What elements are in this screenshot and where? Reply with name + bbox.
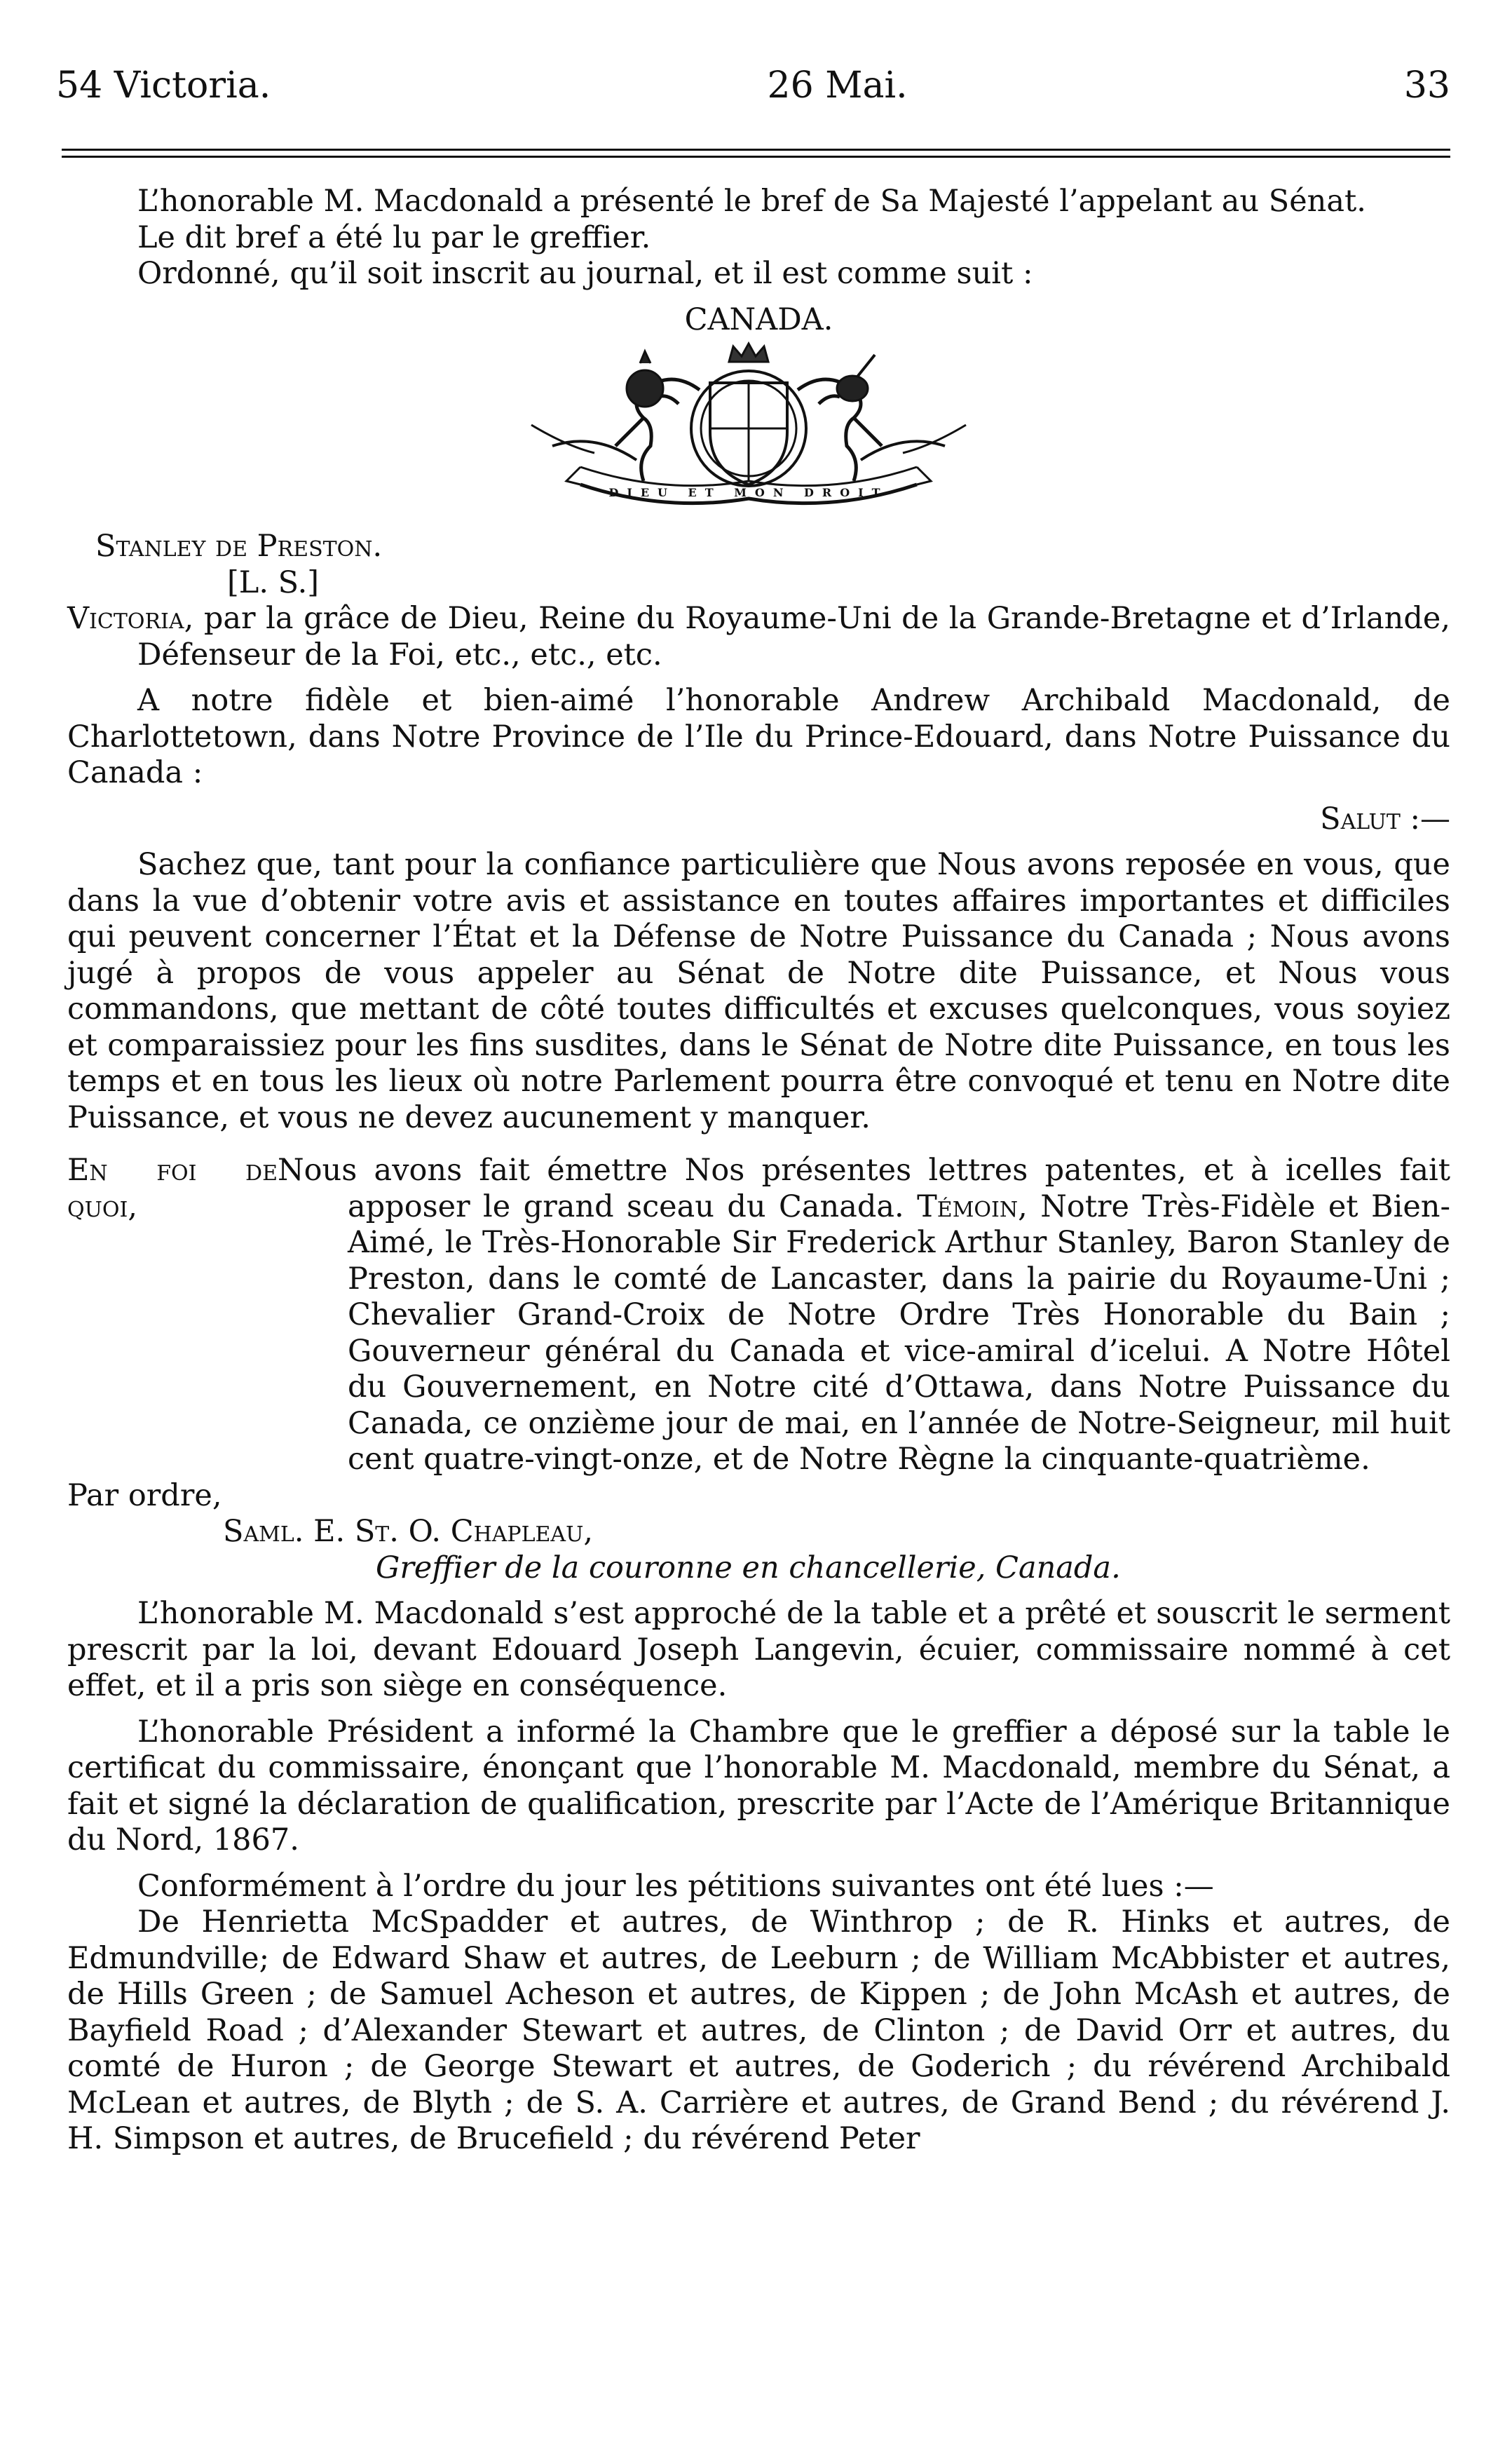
signature-title: Greffier de la couronne en chancellerie, Canada. <box>376 1550 1121 1585</box>
witness-text-2: Notre Très-Fidèle et Bien-Aimé, le Très-Honorable Sir Frederick Arthur Stanley, Baron Stanley de Preston, dans le comté de Lancaster, dans la pairie du Royaume-Uni ; Chevalier Grand-Croix de Notre Ordre Très Honorable du Bain ; Gouverneur général du Canada et vice-amiral d’icelui. A Notre Hôtel du Gouvernement, en Notre cité d’Ottawa, dans Notre Puissance du Canada, ce onzième jour de mai, en l’année de Notre-Seigneur, mil huit cent quatre-vingt-onze, et de Notre Règne la cinquante-quatrième. <box>348 1189 1451 1477</box>
royal-coat-of-arms-icon <box>67 341 1450 522</box>
canada-title: CANADA. <box>684 302 833 337</box>
petitions-list: De Henrietta McSpadder et autres, de Winthrop ; de R. Hinks et autres, de Edmundville; de Edward Shaw et autres, de Leeburn ; de William McAbbister et autres, de Hills Green ; de Samuel Acheson et autres, de Kippen ; de John McAsh et autres, de Bayfield Road ; d’Alexander Stewart et autres, de Clinton ; de David Orr et autres, du comté de Huron ; de George Stewart et autres, de Goderich ; du révérend Archibald McLean et autres, de Blyth ; de S. A. Carrière et autres, de Grand Bend ; du révérend J. H. Simpson et autres, de Brucefield ; du révérend Peter <box>67 1904 1450 2156</box>
witness-block <box>67 1153 1450 1478</box>
witness-body <box>278 1153 1450 1478</box>
petitions-intro: Conformément à l’ordre du jour les pétitions suivantes ont été lues :— <box>137 1868 1214 1904</box>
oath-paragraph: L’honorable M. Macdonald s’est approché de la table et a prêté et souscrit le serment prescrit par la loi, devant Edouard Joseph Langevin, écuier, commissaire nommé à cet effet, et il a pris son siège en conséquence. <box>67 1596 1450 1703</box>
victoria-paragraph <box>67 601 1450 673</box>
seal-mark: [L. S.] <box>227 564 320 600</box>
witness-text-1: Nous avons fait émettre Nos présentes lettres patentes, et à icelles fait apposer le grand sceau du Canada. <box>278 1153 1450 1224</box>
running-header <box>56 65 1450 107</box>
certificate-paragraph: L’honorable Président a informé la Chambre que le greffier a déposé sur la table le certificat du commissaire, énonçant que l’honorable M. Macdonald, membre du Sénat, a fait et signé la déclaration de qualification, prescrite par l’Acte de l’Amérique Britannique du Nord, 1867. <box>67 1714 1450 1857</box>
victoria-text: par la grâce de Dieu, Reine du Royaume-Uni de la Grande-Bretagne et d’Irlande, Défenseur de la Foi, etc., etc., etc. <box>137 601 1450 672</box>
journal-body <box>67 184 1450 2158</box>
signature-name: Saml. E. St. O. Chapleau, <box>223 1514 594 1549</box>
temoin-label: Témoin, <box>917 1189 1028 1224</box>
header-rule-top <box>62 149 1450 151</box>
address-paragraph: A notre fidèle et bien-aimé l’honorable Andrew Archibald Macdonald, de Charlottetown, dans Notre Province de l’Ile du Prince-Edouard, dans Notre Puissance du Canada : <box>67 683 1450 790</box>
header-rule-bottom <box>62 156 1450 158</box>
salut: Salut :— <box>1320 801 1450 837</box>
header-date: 26 Mai. <box>767 65 908 107</box>
par-ordre: Par ordre, <box>67 1477 222 1513</box>
crest-motto: DIEU ET MON DROIT <box>608 486 889 499</box>
page-number: 33 <box>1403 65 1450 107</box>
victoria-name: Victoria, <box>67 601 194 636</box>
summons-paragraph: Sachez que, tant pour la confiance particulière que Nous avons reposée en vous, que dans la vue d’obtenir votre avis et assistance en toutes affaires importantes et difficiles qui peuvent concerner l’État et la Défense de Notre Puissance du Canada ; Nous avons jugé à propos de vous appeler au Sénat de Notre dite Puissance, et Nous vous commandons, que mettant de côté toutes difficultés et excuses quelconques, vous soyiez et comparaissiez pour les fins susdites, dans le Sénat de Notre dite Puissance, en tous les temps et en tous les lieux où notre Parlement pourra être convoqué et tenu en Notre dite Puissance, et vous ne devez aucunement y manquer. <box>67 847 1450 1135</box>
witness-lead: En foi de quoi, <box>67 1153 278 1224</box>
signatory: Stanley de Preston. <box>95 529 383 564</box>
header-session: 54 Victoria. <box>56 65 271 107</box>
intro-line-2: Le dit bref a été lu par le greffier. <box>137 219 651 255</box>
intro-line-3: Ordonné, qu’il soit inscrit au journal, et il est comme suit : <box>137 256 1033 291</box>
intro-line-1: L’honorable M. Macdonald a présenté le bref de Sa Majesté l’appelant au Sénat. <box>137 184 1366 219</box>
